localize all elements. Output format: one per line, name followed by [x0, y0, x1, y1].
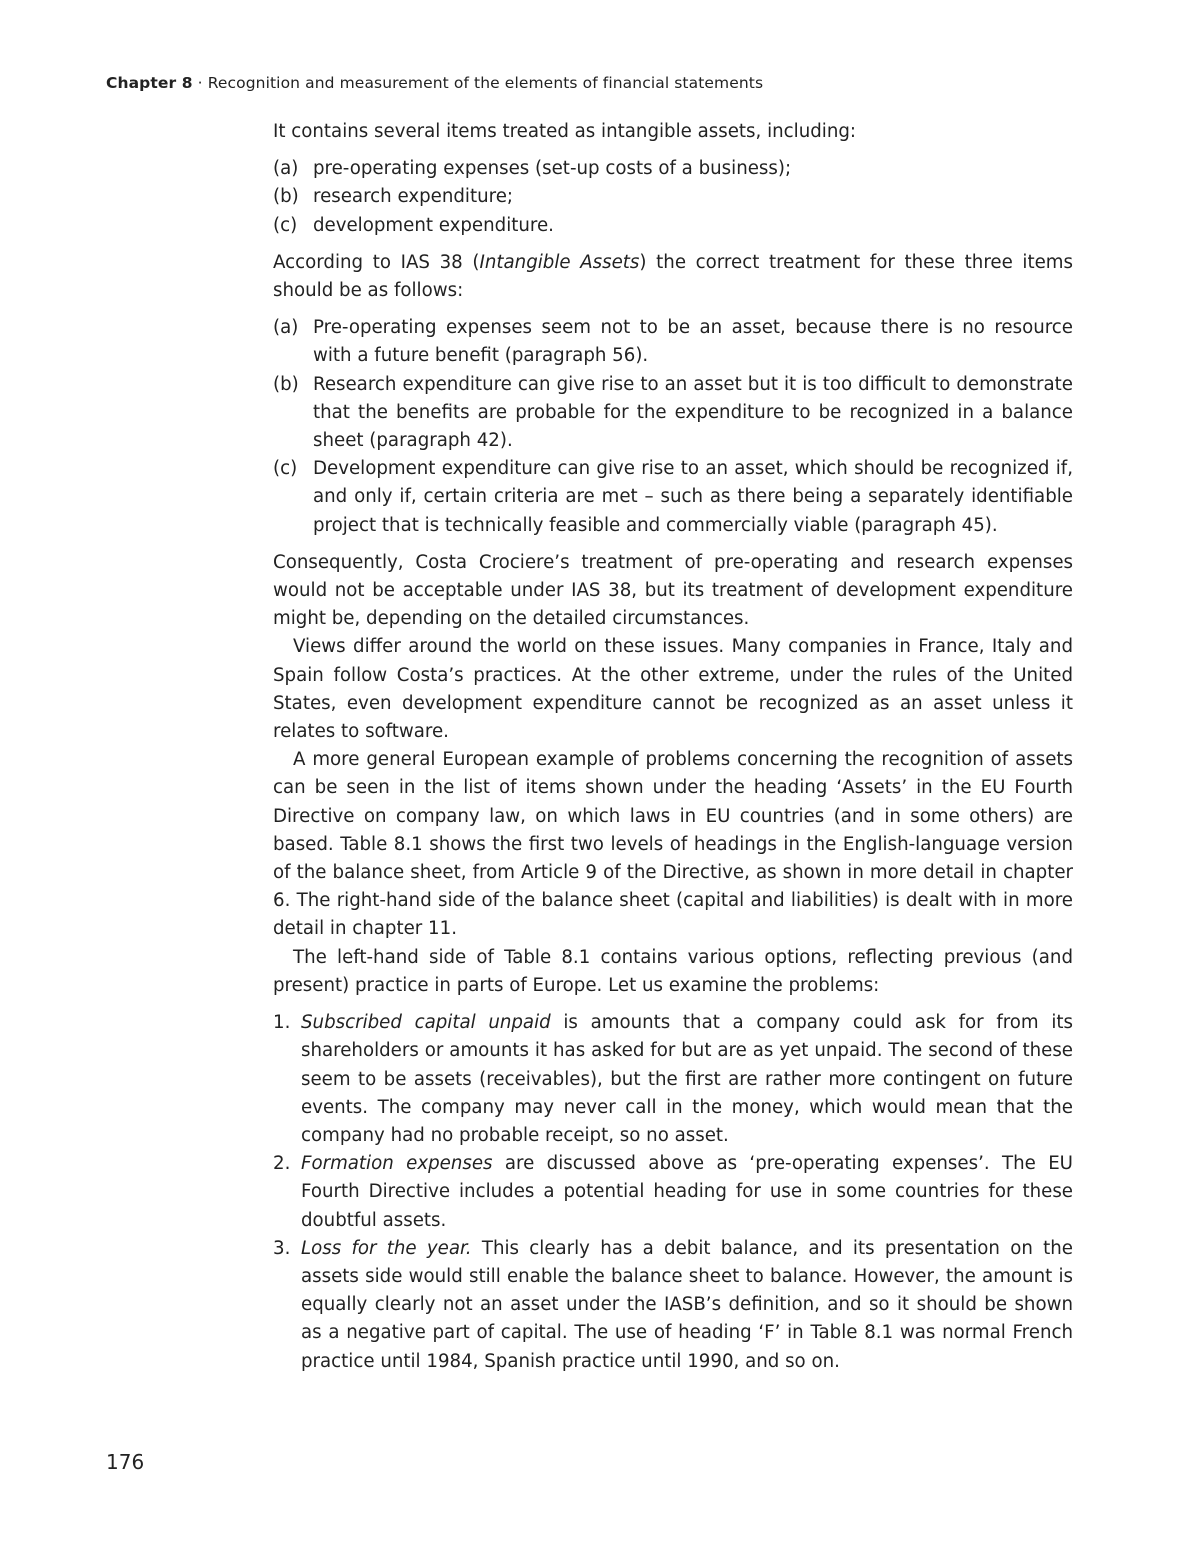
list-item [273, 183, 1073, 211]
consequently-paragraph: Consequently, Costa Crociere’s treatment of pre-operating and research expenses would not be acceptable under IAS 38, but its treatment of development expenditure might be, depending on the detailed circumstances. [273, 551, 1073, 630]
list-marker: (b) [273, 186, 299, 208]
list-item [273, 1150, 1073, 1235]
list-item [273, 155, 1073, 183]
ias-text-pre: According to IAS 38 ( [273, 251, 480, 273]
list-marker: (c) [273, 458, 298, 480]
list-marker: (c) [273, 214, 298, 236]
page-number: 176 [106, 1450, 145, 1474]
views-paragraph: Views differ around the world on these issues. Many companies in France, Italy and Spain follow Costa’s practices. At the other extreme, under the rules of the United States, even development expenditure cannot be recognized as an asset unless it relates to software. [273, 636, 1073, 743]
header-separator: · [192, 74, 208, 92]
intro-paragraph: It contains several items treated as intangible assets, including: [273, 121, 857, 142]
list-marker: (a) [273, 317, 299, 339]
list-item-text: is amounts that a company could ask for from its shareholders or amounts it has asked for but are as yet unpaid. The second of these seem to be assets (receivables), but the first are rather more contingent on future events. The company may never call in the money, which would mean that the company had no probable receipt, so no asset. [301, 1012, 1073, 1146]
list-marker: (a) [273, 158, 299, 180]
list-item-text: Research expenditure can give rise to an asset but it is too difficult to demonstrate that the benefits are probable for the expenditure to be recognized in a balance sheet (paragraph 42). [313, 373, 1073, 452]
ias-standard-title: Intangible Assets [479, 251, 640, 273]
list-marker: 3. [273, 1237, 291, 1259]
list-item-text: Pre-operating expenses seem not to be an asset, because there is no resource with a future benefit (paragraph 56). [313, 317, 1073, 367]
list-item [273, 1009, 1073, 1150]
list-item-text: pre-operating expenses (set-up costs of a business); [313, 158, 792, 180]
list-item-text: Development expenditure can give rise to an asset, which should be recognized if, and only if, certain criteria are met – such as there being a separately identifiable project that is technically feasible and commercially viable (paragraph 45). [313, 458, 1073, 536]
list-item-term: Loss for the year. [301, 1237, 472, 1259]
chapter-label: Chapter 8 [106, 74, 193, 92]
list-marker: 2. [273, 1153, 291, 1175]
problems-list [273, 1009, 1073, 1376]
ias-paragraph [273, 249, 1073, 305]
list-marker: (b) [273, 373, 299, 395]
running-head [106, 74, 763, 92]
page-body [273, 118, 1073, 1376]
left-hand-side-paragraph: The left-hand side of Table 8.1 contains various options, reflecting previous (and present) practice in parts of Europe. Let us examine the problems: [273, 946, 1073, 996]
chapter-title: Recognition and measurement of the elements of financial statements [207, 74, 764, 92]
european-example-paragraph: A more general European example of problems concerning the recognition of assets can be seen in the list of items shown under the heading ‘Assets’ in the EU Fourth Directive on company law, on which laws in EU countries (and in some others) are based. Table 8.1 shows the first two levels of headings in the English-language version of the balance sheet, from Article 9 of the Directive, as shown in more detail in chapter 6. The right-hand side of the balance sheet (capital and liabilities) is dealt with in more detail in chapter 11. [273, 749, 1073, 940]
list-item [273, 1235, 1073, 1376]
list-item [273, 314, 1073, 370]
list-item [273, 371, 1073, 456]
list-item [273, 455, 1073, 540]
list-item-text: This clearly has a debit balance, and its presentation on the assets side would still enable the balance sheet to balance. However, the amount is equally clearly not an asset under the IASB’s definition, and so it should be shown as a negative part of capital. The use of heading ‘F’ in Table 8.1 was normal French practice until 1984, Spanish practice until 1990, and so on. [301, 1237, 1073, 1372]
list-item [273, 212, 1073, 240]
intangible-items-list [273, 155, 1073, 240]
list-item-term: Subscribed capital unpaid [301, 1012, 551, 1034]
list-item-text: development expenditure. [313, 214, 554, 236]
list-item-term: Formation expenses [301, 1153, 493, 1175]
list-item-text: are discussed above as ‘pre-operating expenses’. The EU Fourth Directive includes a potential heading for use in some countries for these doubtful assets. [301, 1153, 1073, 1231]
ias-text-post: ) the correct treatment for these three items should be as follows: [273, 251, 1073, 302]
list-marker: 1. [273, 1012, 291, 1034]
treatment-list [273, 314, 1073, 540]
list-item-text: research expenditure; [313, 186, 514, 208]
